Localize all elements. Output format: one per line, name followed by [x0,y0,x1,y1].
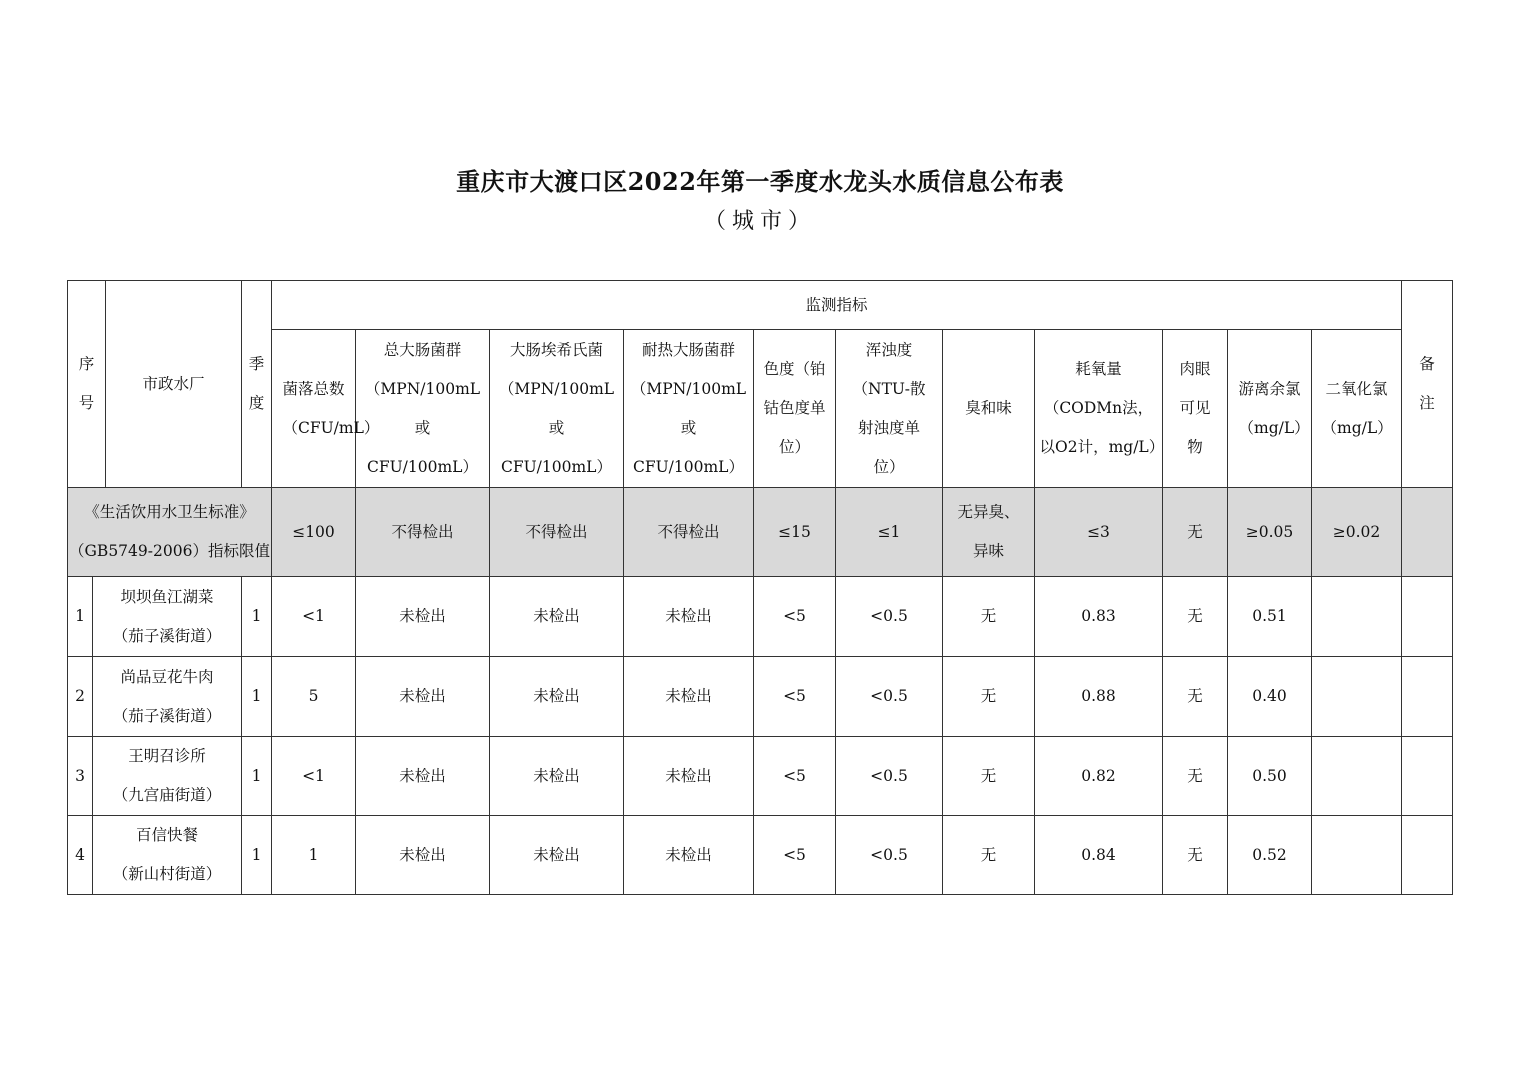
row-value: <5 [754,816,836,895]
standard-value: 不得检出 [624,488,754,577]
row-value: <0.5 [836,816,943,895]
row-season: 1 [242,577,272,657]
row-value: 无 [1163,577,1228,657]
row-value [1312,816,1402,895]
row-remark [1402,657,1453,737]
row-season: 1 [242,737,272,816]
row-value: 0.52 [1228,816,1312,895]
header-season: 季度 [242,281,272,488]
row-index: 1 [68,577,93,657]
header-e-coli: 大肠埃希氏菌（MPN/100mL或CFU/100mL） [490,330,624,488]
row-value: 0.40 [1228,657,1312,737]
row-index: 4 [68,816,93,895]
header-row-2 [68,330,1453,488]
row-value: 0.82 [1035,737,1163,816]
standard-remark [1402,488,1453,577]
row-index: 2 [68,657,93,737]
row-value: 无 [1163,657,1228,737]
row-value: 未检出 [624,816,754,895]
row-value [1312,577,1402,657]
table-row [68,816,1453,895]
document-title: 重庆市大渡口区2022年第一季度水龙头水质信息公布表 [456,167,1064,196]
header-index: 序号 [68,281,106,488]
table-row [68,737,1453,816]
standard-value: ≥0.05 [1228,488,1312,577]
water-quality-table [67,280,1453,895]
header-plant: 市政水厂 [106,281,242,488]
row-value: <5 [754,657,836,737]
row-value: <5 [754,737,836,816]
row-plant-name: 尚品豆花牛肉 （茄子溪街道） [93,657,242,737]
row-value: 0.51 [1228,577,1312,657]
row-value: <0.5 [836,737,943,816]
header-colony-count: 菌落总数（CFU/mL） [272,330,356,488]
header-total-coliform: 总大肠菌群（MPN/100mL或CFU/100mL） [356,330,490,488]
row-value: <0.5 [836,657,943,737]
standard-value: ≤15 [754,488,836,577]
row-value [1312,657,1402,737]
standard-label: 《生活饮用水卫生标准》 （GB5749-2006）指标限值 [68,488,272,577]
row-value: <5 [754,577,836,657]
row-value: <1 [272,737,356,816]
row-index: 3 [68,737,93,816]
row-value: 0.88 [1035,657,1163,737]
document-subtitle: （城市） [703,209,816,234]
header-chlorine-dioxide: 二氧化氯（mg/L） [1312,330,1402,488]
row-remark [1402,577,1453,657]
standard-value: ≤1 [836,488,943,577]
row-season: 1 [242,657,272,737]
row-value: 0.83 [1035,577,1163,657]
header-visible-matter: 肉眼可见物 [1163,330,1228,488]
row-value: 未检出 [356,577,490,657]
header-remark: 备注 [1402,281,1453,488]
standard-row [68,488,1453,577]
row-value: <0.5 [836,577,943,657]
row-value: 0.50 [1228,737,1312,816]
row-value: 未检出 [624,577,754,657]
row-value: 无 [943,737,1035,816]
standard-value: ≤3 [1035,488,1163,577]
header-row-1 [68,281,1453,330]
row-value: 未检出 [490,737,624,816]
row-value: 无 [1163,816,1228,895]
header-oxygen-consumption: 耗氧量（CODMn法，以O2计，mg/L） [1035,330,1163,488]
standard-value: ≤100 [272,488,356,577]
row-plant-name: 王明召诊所 （九宫庙街道） [93,737,242,816]
row-value: 未检出 [490,577,624,657]
row-remark [1402,737,1453,816]
header-turbidity: 浑浊度（NTU-散射浊度单位） [836,330,943,488]
row-remark [1402,816,1453,895]
standard-value: 不得检出 [356,488,490,577]
row-value: <1 [272,577,356,657]
row-value [1312,737,1402,816]
row-value: 1 [272,816,356,895]
header-free-chlorine: 游离余氯（mg/L） [1228,330,1312,488]
header-chroma: 色度（铂钴色度单位） [754,330,836,488]
row-value: 未检出 [490,816,624,895]
row-season: 1 [242,816,272,895]
row-value: 未检出 [490,657,624,737]
row-value: 无 [943,816,1035,895]
row-value: 未检出 [356,816,490,895]
row-value: 无 [1163,737,1228,816]
standard-value: ≥0.02 [1312,488,1402,577]
table-row [68,657,1453,737]
row-plant-name: 坝坝鱼江湖菜 （茄子溪街道） [93,577,242,657]
row-value: 未检出 [356,657,490,737]
standard-value: 无异臭、异味 [943,488,1035,577]
row-value: 未检出 [624,657,754,737]
table-row [68,577,1453,657]
header-odor-taste: 臭和味 [943,330,1035,488]
row-value: 未检出 [624,737,754,816]
header-indicator-group: 监测指标 [272,281,1402,330]
row-value: 无 [943,577,1035,657]
row-value: 0.84 [1035,816,1163,895]
standard-value: 无 [1163,488,1228,577]
header-thermotolerant-coliform: 耐热大肠菌群（MPN/100mL或CFU/100mL） [624,330,754,488]
standard-value: 不得检出 [490,488,624,577]
row-plant-name: 百信快餐 （新山村街道） [93,816,242,895]
row-value: 无 [943,657,1035,737]
row-value: 5 [272,657,356,737]
row-value: 未检出 [356,737,490,816]
